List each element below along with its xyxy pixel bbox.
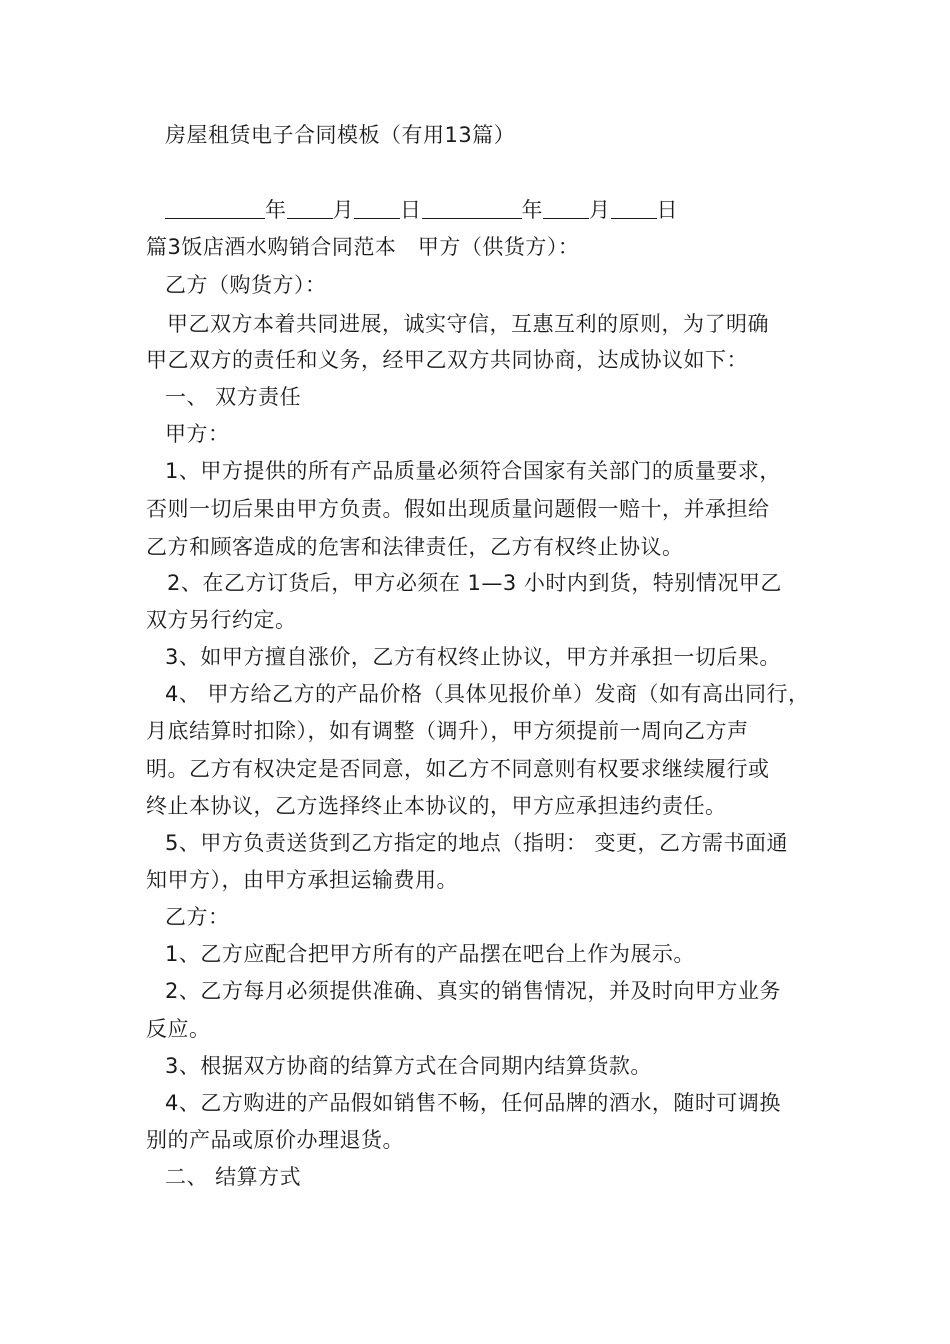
blank-year-2[interactable] — [422, 198, 522, 219]
paragraph-line: 甲乙双方本着共同进展，诚实守信，互惠互利的原则，为了明确 — [167, 312, 769, 336]
party-b-label: 乙方（购货方）： — [165, 273, 327, 297]
paragraph-line: 明。乙方有权决定是否同意，如乙方不同意则有权要求继续履行或 — [146, 757, 770, 781]
date-year-label-2: 年 — [521, 198, 543, 222]
paragraph-line: 终止本协议，乙方选择终止本协议的，甲方应承担违约责任。 — [146, 794, 727, 818]
blank-day-2[interactable] — [611, 198, 657, 219]
party-b-section-label: 乙方： — [165, 905, 230, 929]
paragraph-line: 乙方和顾客造成的危害和法律责任，乙方有权终止协议。 — [146, 535, 684, 559]
date-month-label-2: 月 — [589, 198, 611, 222]
blank-month-2[interactable] — [543, 198, 589, 219]
date-day-label-2: 日 — [656, 198, 678, 222]
blank-month-1[interactable] — [287, 198, 333, 219]
paragraph-line: 2、乙方每月必须提供准确、真实的销售情况，并及时向甲方业务 — [165, 979, 781, 1003]
paragraph-line: 3、根据双方协商的结算方式在合同期内结算货款。 — [165, 1054, 652, 1078]
paragraph-line: 1、甲方提供的所有产品质量必须符合国家有关部门的质量要求， — [165, 459, 781, 483]
paragraph-line: 月底结算时扣除），如有调整（调升），甲方须提前一周向乙方声 — [146, 719, 749, 743]
paragraph-line: 知甲方），由甲方承担运输费用。 — [146, 868, 458, 892]
paragraph-line: 别的产品或原价办理退货。 — [146, 1128, 404, 1152]
date-year-label-1: 年 — [265, 198, 287, 222]
document-title: 房屋租赁电子合同模板（有用13篇） — [165, 123, 516, 147]
section-heading: 二、 结算方式 — [165, 1165, 302, 1189]
paragraph-line: 2、在乙方订货后，甲方必须在 1—3 小时内到货，特别情况甲乙 — [167, 571, 782, 595]
section-heading-contract: 篇3饭店酒水购销合同范本 甲方（供货方）： — [146, 235, 580, 259]
party-a-label: 甲方： — [165, 422, 230, 446]
paragraph-line: 双方另行约定。 — [146, 608, 297, 632]
paragraph-line: 3、如甲方擅自涨价，乙方有权终止协议，甲方并承担一切后果。 — [165, 645, 781, 669]
blank-year-1[interactable] — [165, 198, 265, 219]
paragraph-line: 否则一切后果由甲方负责。假如出现质量问题假一赔十，并承担给 — [146, 497, 770, 521]
date-day-label-1: 日 — [400, 198, 422, 222]
paragraph-line: 4、乙方购进的产品假如销售不畅，任何品牌的酒水，随时可调换 — [165, 1091, 781, 1115]
blank-day-1[interactable] — [354, 198, 400, 219]
section-heading: 一、 双方责任 — [165, 385, 302, 409]
paragraph-line: 1、乙方应配合把甲方所有的产品摆在吧台上作为展示。 — [165, 942, 695, 966]
paragraph-line: 5、甲方负责送货到乙方指定的地点（指明： 变更，乙方需书面通 — [165, 831, 789, 855]
date-month-label-1: 月 — [332, 198, 354, 222]
date-line — [0, 197, 950, 223]
paragraph-line: 甲乙双方的责任和义务，经甲乙双方共同协商，达成协议如下： — [146, 348, 748, 372]
paragraph-line: 反应。 — [146, 1017, 211, 1041]
paragraph-line: 4、 甲方给乙方的产品价格（具体见报价单）发商（如有高出同行， — [165, 682, 810, 706]
